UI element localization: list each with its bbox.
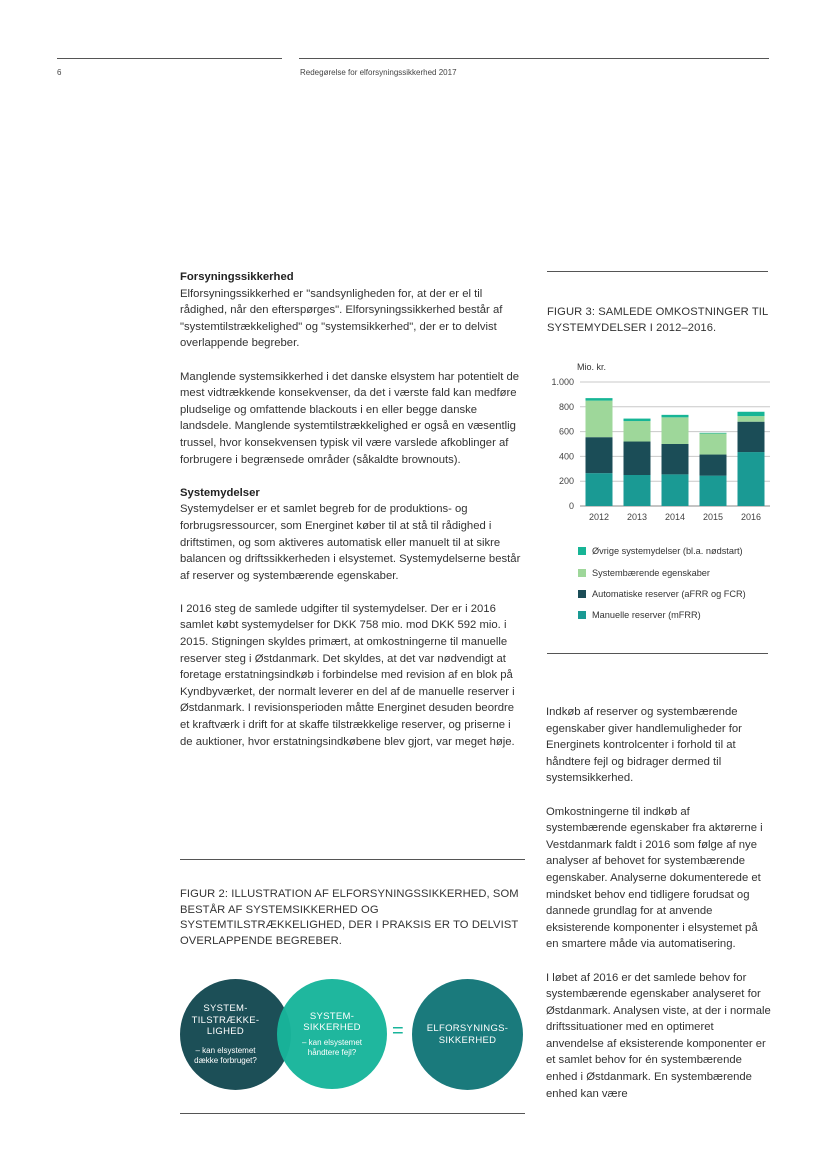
y-tick-label: 0 <box>568 501 574 511</box>
figure2-bottom-rule <box>180 1113 525 1114</box>
figure3-top-rule <box>547 271 768 272</box>
header-rule-right <box>299 58 769 59</box>
legend-label: Manuelle reserver (mFRR) <box>592 610 701 620</box>
bar-segment <box>700 433 727 454</box>
bar-segment <box>662 415 689 417</box>
legend-label: Øvrige systemydelser (bl.a. nødstart) <box>592 546 743 556</box>
bar-segment <box>700 455 727 476</box>
bar-segment <box>738 412 765 416</box>
x-tick-label: 2012 <box>588 512 610 522</box>
figure3-title: FIGUR 3: SAMLEDE OMKOSTNINGER TIL SYSTEMYDELSER I 2012–2016. <box>547 306 768 334</box>
circle-systemtilstraekkelighed <box>180 979 291 1090</box>
bar-segment <box>624 419 651 421</box>
legend-item <box>578 589 746 599</box>
legend-swatch <box>578 569 586 577</box>
legend-item <box>578 610 701 620</box>
y-tick-label: 800 <box>558 401 574 412</box>
circle-subtitle: – kan elsystemet håndtere fejl? <box>301 1037 363 1057</box>
bar-segment <box>586 401 613 438</box>
circle-systemsikkerhed <box>277 979 387 1089</box>
paragraph: I løbet af 2016 er det samlede behov for systembærende egenskaber analyseret for Østdanmark. Analysen viste, at der i normale driftssituationer med en optimeret anvendelse af eksisterende komponenter er et samlet behov for én systembærende enhed i Østdanmark. En systembærende enhed kan være <box>546 971 771 1100</box>
x-tick-label: 2015 <box>702 512 724 522</box>
bar-segment <box>700 476 727 506</box>
circle-elforsyningssikkerhed <box>412 979 523 1090</box>
x-tick-label: 2014 <box>664 512 686 522</box>
y-tick-label: 1.000 <box>551 377 574 387</box>
x-tick-label: 2013 <box>626 512 648 522</box>
bar-segment <box>586 473 613 506</box>
bar-segment <box>738 422 765 452</box>
bar-segment <box>586 437 613 473</box>
legend-label: Automatiske reserver (aFRR og FCR) <box>592 589 746 599</box>
figure2-title: FIGUR 2: ILLUSTRATION AF ELFORSYNINGSSIKKERHED, SOM BESTÅR AF SYSTEMSIKKERHED OG SYSTEMTILSTRÆKKELIGHED, DER I PRAKSIS ER TO DELVIST OVERLAPPENDE BEGREBER. <box>180 888 519 947</box>
header-rule-left <box>57 58 282 59</box>
paragraph: Omkostningerne til indkøb af systembærende egenskaber fra aktørerne i Vestdanmark faldt i 2016 som følge af nye analyser af behovet for systembærende egenskaber. Analyserne dokumenterede et mindsket behov end tidligere forudsat og dannede grundlag for at anvende eksisterende komponenter i elsystemet på en smartere måde via automatisering. <box>546 805 763 951</box>
y-tick-label: 200 <box>558 476 574 487</box>
paragraph: Manglende systemsikkerhed i det danske elsystem har potentielt de mest vidtrækkende konsekvenser, da det i værste fald kan medføre pludselige og omfattende blackouts i en eller begge danske landsdele. Manglende systemtilstrækkelighed er også en væsentlig trussel, hvor konsekvensen typisk vil være varslede afkoblinger af forbrugere i begrænsede områder (såkaldte brownouts). <box>180 370 520 466</box>
page-number: 6 <box>57 68 62 77</box>
circle-subtitle: – kan elsystemet dække forbruget? <box>194 1045 257 1065</box>
bar-segment <box>662 474 689 506</box>
x-tick-label: 2016 <box>740 512 762 522</box>
paragraph: Systemydelser er et samlet begreb for de produktions- og forbrugsressourcer, som Energinet køber til at stå til rådighed i driftstimen, og som aktiveres automatisk eller manuelt til at sikre balancen og driftssikkerheden i elsystemet. Systemydelserne består af reserver og systembærende egenskaber. <box>180 503 521 582</box>
right-column <box>546 704 772 1102</box>
legend-item <box>578 568 710 578</box>
bar-segment <box>624 475 651 506</box>
y-tick-label: 400 <box>558 451 574 462</box>
paragraph: Indkøb af reserver og systembærende egenskaber giver handlemuligheder for Energinets kontrolcenter i forhold til at håndtere fejl og bidrager dermed til systemsikkerhed. <box>546 706 742 785</box>
bar-segment <box>662 444 689 474</box>
y-tick-label: 600 <box>558 426 574 437</box>
bar-segment <box>738 452 765 506</box>
bar-segment <box>624 421 651 441</box>
equals-sign: = <box>392 1020 404 1042</box>
figure3-bottom-rule <box>547 653 768 654</box>
legend-swatch <box>578 547 586 555</box>
circle-title: SYSTEM- SIKKERHED <box>303 1010 361 1033</box>
y-unit-label: Mio. kr. <box>577 362 607 372</box>
bar-segment <box>586 398 613 400</box>
bar-segment <box>624 442 651 475</box>
bar-segment <box>738 416 765 422</box>
circle-title: SYSTEM- TILSTRÆKKE- LIGHED <box>191 1003 260 1038</box>
bar-segment <box>662 417 689 444</box>
paragraph: I 2016 steg de samlede udgifter til systemydelser. Der er i 2016 samlet købt systemydelser for DKK 758 mio. mod DKK 592 mio. i 2015. Stigningen skyldes primært, at omkostningerne til manuelle reserver steg i Østdanmark. Det skyldes, at det var nødvendigt at foretage erstatningsindkøb i forbindelse med revision af en blok på Kyndbyværket, der normalt leverer en del af de manuelle reserver i Østdanmark. I revisionsperioden måtte Energinet desuden beordre et kraftværk i drift for at skaffe tilstrækkelige reserver, og priserne i de auktioner, hvor erstatningsindkøbene blev gjort, var meget høje. <box>180 602 515 748</box>
section-heading-systemydelser: Systemydelser <box>180 486 260 499</box>
running-header-title: Redegørelse for elforsyningssikkerhed 2017 <box>300 68 457 77</box>
paragraph: Elforsyningssikkerhed er "sandsynligheden for, at der er el til rådighed, når den efterspørges". Elforsyningssikkerhed består af "systemtilstrækkelighed" og "systemsikkerhed", der er to delvist overlappende begreber. <box>180 287 503 350</box>
left-column <box>180 269 526 767</box>
legend-label: Systembærende egenskaber <box>592 568 710 578</box>
bar-segment <box>700 433 727 434</box>
section-heading-forsyningssikkerhed: Forsyningssikkerhed <box>180 271 294 283</box>
figure2-top-rule <box>180 859 525 860</box>
legend-item <box>578 546 743 556</box>
legend-swatch <box>578 590 586 598</box>
circle-title: ELFORSYNINGS- SIKKERHED <box>426 1023 509 1046</box>
figure3-chart <box>540 355 775 530</box>
legend-swatch <box>578 611 586 619</box>
